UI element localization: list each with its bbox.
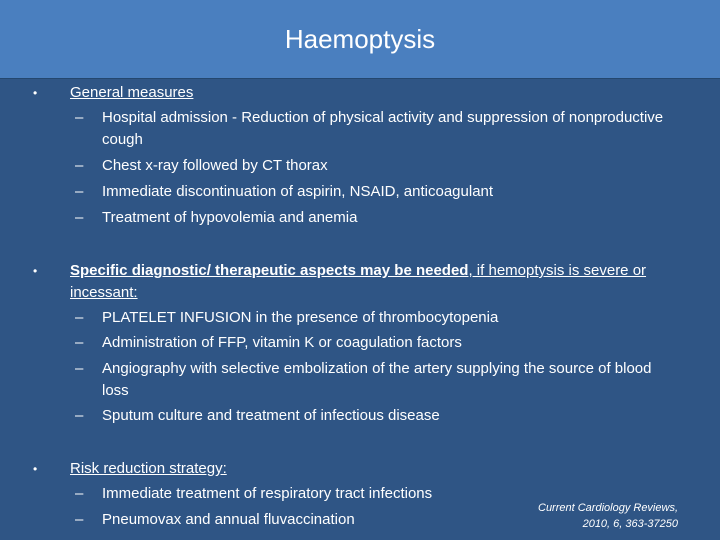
section-heading-risk-reduction: Risk reduction strategy: xyxy=(70,460,227,477)
list-item-text: Treatment of hypovolemia and anemia xyxy=(102,209,358,226)
dash-icon: – xyxy=(75,334,84,351)
list-item-text: Administration of FFP, vitamin K or coagulation factors xyxy=(102,334,462,351)
dash-icon: – xyxy=(75,407,84,424)
heading-rest-text: , if hemoptysis is severe or incessant: xyxy=(70,262,647,301)
list-item-text: Chest x-ray followed by CT thorax xyxy=(102,157,328,174)
list-item-text: Hospital admission - Reduction of physical activity and suppression of nonproductive cough xyxy=(102,109,664,148)
list-item xyxy=(75,358,675,402)
dash-icon: – xyxy=(75,209,84,226)
dash-icon: – xyxy=(75,485,84,502)
dash-icon: – xyxy=(75,157,84,174)
list-item-text: Sputum culture and treatment of infectious disease xyxy=(102,407,440,424)
dash-icon: – xyxy=(75,360,84,377)
citation xyxy=(508,500,678,532)
list-item-text: Angiography with selective embolization of the artery supplying the source of blood loss xyxy=(102,360,652,399)
dash-icon: – xyxy=(75,309,84,326)
slide-title: Haemoptysis xyxy=(284,24,436,54)
section-heading-general-measures: General measures xyxy=(70,84,194,101)
list-item-text: Immediate treatment of respiratory tract infections xyxy=(102,485,433,502)
bullet-icon: • xyxy=(33,86,38,100)
dash-icon: – xyxy=(75,183,84,200)
list-item xyxy=(75,107,675,151)
citation-journal: Current Cardiology Reviews, xyxy=(538,502,678,514)
heading-underlined-text: Specific diagnostic/ therapeutic aspects may be needed xyxy=(70,262,469,279)
list-item-text: Pneumovax and annual fluvaccination xyxy=(102,511,355,528)
list-item-text: PLATELET INFUSION in the presence of thrombocytopenia xyxy=(102,309,499,326)
bullet-icon: • xyxy=(33,264,38,278)
dash-icon: – xyxy=(75,109,84,126)
title-bar xyxy=(0,0,720,79)
section-heading-specific-aspects xyxy=(70,260,690,304)
citation-reference: 2010, 6, 363-37250 xyxy=(582,518,678,530)
bullet-icon: • xyxy=(33,462,38,476)
dash-icon: – xyxy=(75,511,84,528)
list-item-text: Immediate discontinuation of aspirin, NSAID, anticoagulant xyxy=(102,183,494,200)
